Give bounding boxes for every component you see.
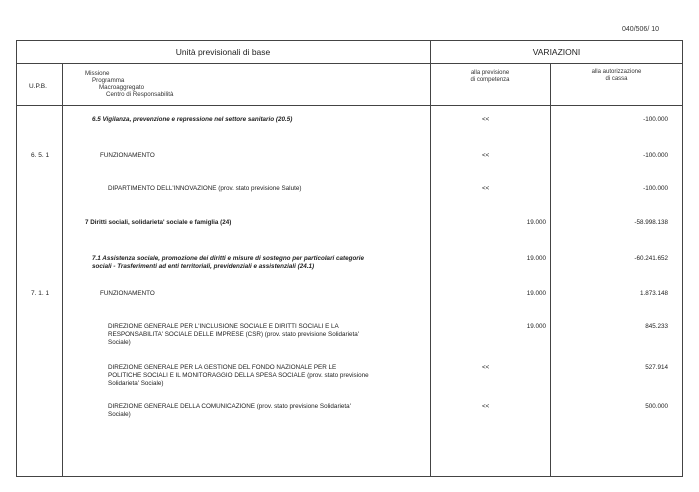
row-funzionamento-label: FUNZIONAMENTO: [100, 152, 155, 159]
columns-divider: [17, 105, 682, 106]
row-dipartimento-cassa: -100.000: [643, 185, 668, 192]
col-competenza-line1: alla previsione: [470, 70, 510, 76]
row-upb-code: 6. 5. 1: [31, 152, 50, 159]
row-inclusione-cassa: 845.233: [645, 323, 668, 330]
row-6-5-competenza: <<: [482, 116, 490, 123]
row-funzionamento-label: FUNZIONAMENTO: [100, 290, 155, 297]
row-dipartimento-label: DIPARTIMENTO DELL'INNOVAZIONE (prov. stato previsione Salute): [108, 185, 302, 192]
row-7-cassa: -58.998.138: [634, 219, 668, 226]
col-competenza-header: [430, 70, 550, 84]
row-funzionamento-cassa: -100.000: [643, 152, 668, 159]
row-funzionamento-competenza: <<: [482, 152, 490, 159]
row-dipartimento-competenza: <<: [482, 185, 490, 192]
row-line: DIREZIONE GENERALE PER LA GESTIONE DEL FONDO NAZIONALE PER LE: [108, 364, 337, 371]
row-7-1-cassa: -60.241.652: [634, 255, 668, 262]
row-comunicazione-label: [108, 403, 351, 419]
upb-header: U.P.B.: [29, 83, 47, 90]
hierarchy-centro: Centro di Responsabilità: [106, 91, 174, 98]
row-line: 7.1 Assistenza sociale, promozione dei diritti e misure di sostegno per particolari categorie: [92, 255, 365, 262]
row-line: POLITICHE SOCIALI E IL MONITORAGGIO DELLA SPESA SOCIALE (prov. stato previsione: [108, 372, 369, 379]
col-cassa-line2: di cassa: [605, 76, 628, 82]
row-7-1-competenza: 19.000: [526, 255, 546, 262]
hierarchy-missione: Missione: [85, 70, 110, 77]
row-line: RESPONSABILITA' SOCIALE DELLE IMPRESE (CSR) (prov. stato previsione Solidarieta': [108, 331, 359, 338]
header-divider: [17, 63, 682, 64]
row-line: DIREZIONE GENERALE DELLA COMUNICAZIONE (prov. stato previsione Solidarieta': [108, 403, 351, 410]
row-6-5-cassa: -100.000: [643, 116, 668, 123]
row-comunicazione-cassa: 500.000: [645, 403, 668, 410]
upb-column-divider: [62, 63, 63, 476]
document-number: 040/506/ 10: [622, 26, 659, 33]
row-line: Solidarieta' Sociale): [108, 380, 164, 387]
row-fondo-label: [108, 364, 369, 388]
row-line: Sociale): [108, 339, 131, 346]
row-comunicazione-competenza: <<: [482, 403, 490, 410]
row-line: 6.5 Vigilanza, prevenzione e repressione nel settore sanitario (20.5): [92, 116, 293, 123]
row-fondo-cassa: 527.914: [645, 364, 668, 371]
variazioni-title: VARIAZIONI: [532, 47, 581, 57]
unita-title: Unità previsionali di base: [175, 47, 271, 57]
row-6-5-label: [92, 116, 292, 124]
col-cassa-line1: alla autorizzazione: [591, 69, 642, 75]
row-7-competenza: 19.000: [526, 219, 546, 226]
hierarchy-macroaggregato: Macroaggregato: [99, 84, 145, 91]
col-competenza-line2: di competenza: [470, 77, 510, 83]
col-cassa-header: [550, 69, 683, 83]
row-inclusione-label: [108, 323, 359, 347]
row-7-1-label: [92, 255, 364, 271]
row-line: Sociale): [108, 411, 131, 418]
row-7-label: 7 Diritti sociali, solidarieta' sociale e famiglia (24): [85, 219, 232, 226]
row-funzionamento-competenza: 19.000: [526, 290, 546, 297]
row-upb-code: 7. 1. 1: [31, 290, 50, 297]
hierarchy-programma: Programma: [92, 77, 125, 84]
row-funzionamento-cassa: 1.873.148: [639, 290, 668, 297]
variazioni-column-divider: [430, 41, 431, 476]
row-fondo-competenza: <<: [482, 364, 490, 371]
row-line: sociali - Trasferimenti ad enti territoriali, previdenziali e assistenziali (24.1): [92, 263, 315, 270]
row-inclusione-competenza: 19.000: [526, 323, 546, 330]
cassa-column-divider: [550, 63, 551, 476]
row-line: DIREZIONE GENERALE PER L'INCLUSIONE SOCIALE E DIRITTI SOCIALI E LA: [108, 323, 339, 330]
